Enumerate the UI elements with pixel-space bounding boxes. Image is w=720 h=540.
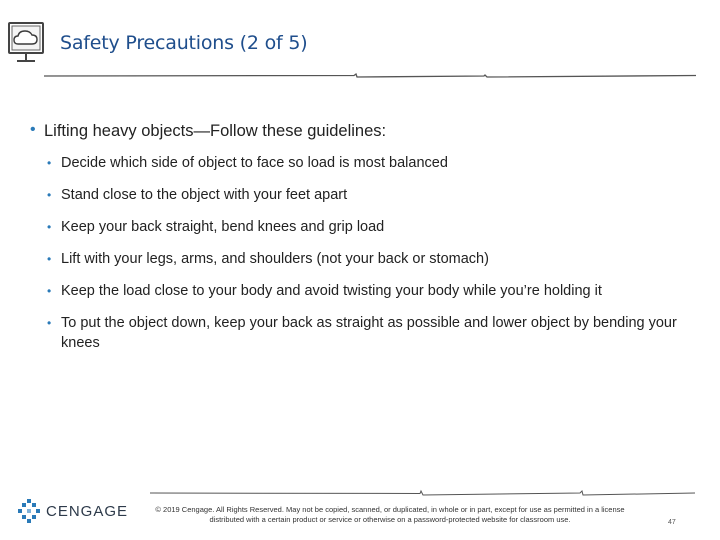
slide-title: Safety Precautions (2 of 5)	[60, 32, 308, 54]
cengage-logo	[18, 497, 128, 525]
footer-divider	[150, 488, 695, 498]
copyright-notice	[130, 505, 650, 525]
list-item: • Decide which side of object to face so load is most balanced	[30, 153, 700, 173]
cengage-logo-icon	[18, 499, 40, 523]
list-item: • Lift with your legs, arms, and shoulders (not your back or stomach)	[30, 249, 700, 269]
guideline-list	[30, 153, 700, 353]
slide-content	[30, 122, 700, 365]
copyright-line: © 2019 Cengage. All Rights Reserved. May not be copied, scanned, or duplicated, in whole or in part, except for use as permitted in a license	[155, 505, 625, 514]
list-item: • Keep the load close to your body and avoid twisting your body while you’re holding it	[30, 281, 700, 301]
list-item: • Keep your back straight, bend knees and grip load	[30, 217, 700, 237]
list-item: • To put the object down, keep your back as straight as possible and lower object by bending your knees	[30, 313, 700, 353]
logo-text: CENGAGE	[46, 502, 129, 520]
cloud-monitor-icon	[7, 18, 45, 70]
title-divider	[44, 70, 696, 82]
copyright-line: distributed with a certain product or service or otherwise on a password-protected website for classroom use.	[209, 515, 571, 524]
list-item: • Stand close to the object with your feet apart	[30, 185, 700, 205]
main-bullet: • Lifting heavy objects—Follow these guidelines:	[30, 122, 700, 141]
page-number: 47	[668, 519, 676, 526]
